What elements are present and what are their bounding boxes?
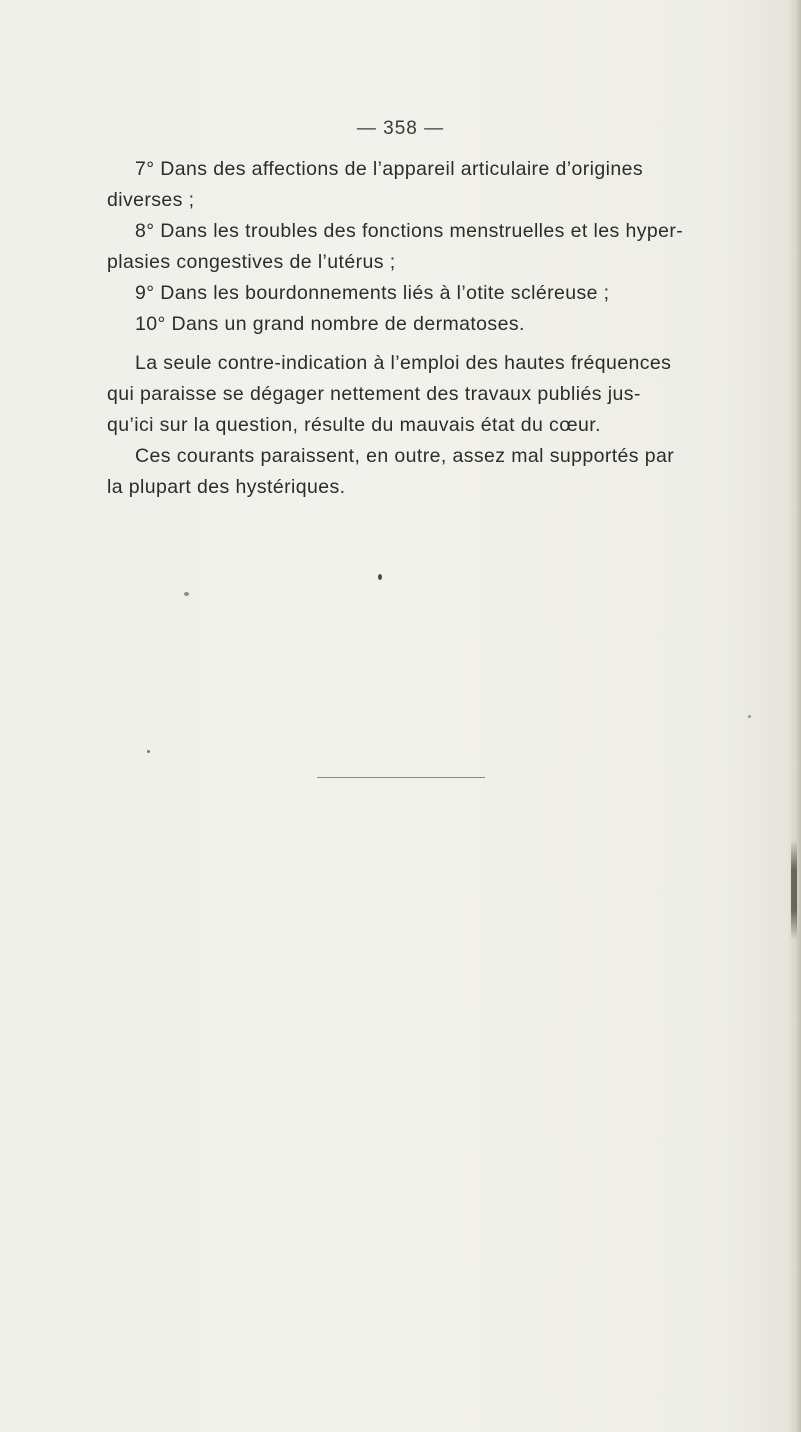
page-number: — 358 — <box>356 118 445 139</box>
text-line: qui paraisse se dégager nettement des travaux publiés jus- <box>107 383 641 405</box>
text-line: Ces courants paraissent, en outre, assez mal supportés par <box>135 445 675 467</box>
ink-speck <box>147 750 150 753</box>
page-edge-shadow <box>787 0 801 1432</box>
body-text <box>107 154 757 503</box>
binding-mark <box>791 840 797 940</box>
text-line: 8° Dans les troubles des fonctions menstruelles et les hyper- <box>135 220 684 242</box>
text-line: 9° Dans les bourdonnements liés à l’otite scléreuse ; <box>135 282 610 304</box>
text-line: qu’ici sur la question, résulte du mauvais état du cœur. <box>107 414 601 436</box>
text-line: 10° Dans un grand nombre de dermatoses. <box>135 313 525 335</box>
text-line: la plupart des hystériques. <box>107 476 346 498</box>
ink-speck <box>748 715 751 718</box>
ink-speck <box>184 592 189 596</box>
ink-speck <box>378 574 382 580</box>
paragraph-gap <box>107 340 757 348</box>
text-line: La seule contre-indication à l’emploi des hautes fréquences <box>135 352 672 374</box>
text-line: 7° Dans des affections de l’appareil articulaire d’origines <box>135 158 643 180</box>
section-divider <box>317 777 485 778</box>
text-line: plasies congestives de l’utérus ; <box>107 251 396 273</box>
text-line: diverses ; <box>107 189 195 211</box>
